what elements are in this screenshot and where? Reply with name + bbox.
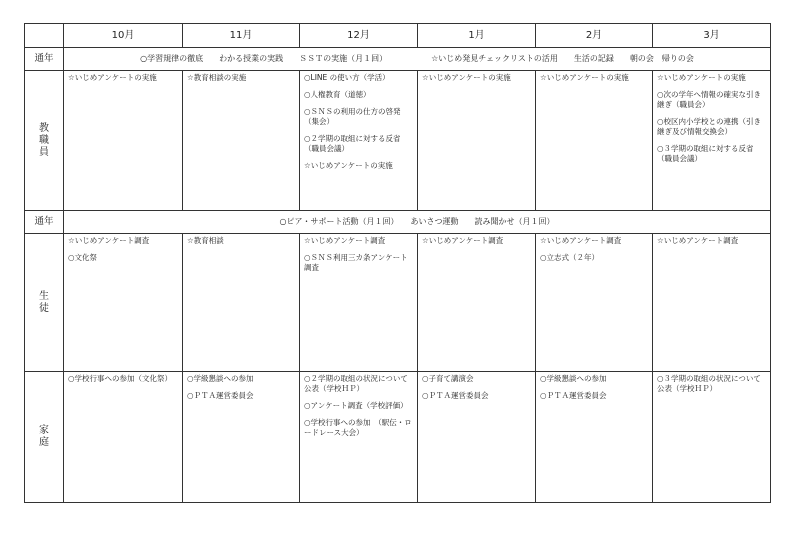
plan-item: ○立志式（２年）	[540, 253, 600, 262]
students-yearround-row	[25, 211, 771, 234]
students-yearround-text: ○ピア・サポート活動（月１回） あいさつ運動 読み聞かせ（月１回）	[64, 211, 771, 234]
home-month-cell	[64, 372, 183, 503]
students-row	[25, 234, 771, 372]
plan-item: ○学校行事への参加（文化祭）	[68, 374, 173, 383]
month-header: 3月	[653, 24, 771, 48]
plan-item: ☆いじめアンケート調査	[540, 236, 622, 245]
plan-item: ☆いじめアンケート調査	[304, 236, 386, 245]
plan-item: ○文化祭	[68, 253, 98, 262]
plan-item: ☆いじめアンケートの実施	[422, 73, 511, 82]
home-label	[25, 372, 64, 503]
students-month-cell	[183, 234, 300, 372]
staff-month-cell	[183, 71, 300, 211]
plan-item: ○アンケート調査（学校評価）	[304, 401, 408, 410]
month-header: 2月	[536, 24, 653, 48]
corner-cell	[25, 24, 64, 48]
staff-label-text: 教職員	[39, 122, 49, 158]
plan-item: ○LINE の使い方（学活）	[304, 73, 390, 82]
staff-month-cell	[64, 71, 183, 211]
home-label-text: 家庭	[39, 425, 49, 448]
plan-item: ○学級懇談への参加	[187, 374, 254, 383]
plan-item: ○学校行事への参加 （駅伝・ロードレース大会）	[304, 418, 412, 437]
plan-item: ○子育て講演会	[422, 374, 474, 383]
plan-item: ○ＳＮＳの利用の仕方の啓発（集会）	[304, 107, 401, 126]
students-month-cell	[64, 234, 183, 372]
plan-item: ○３学期の取組に対する反省（職員会議）	[657, 144, 754, 163]
plan-item: ☆いじめアンケートの実施	[657, 73, 746, 82]
plan-item: ○２学期の取組の状況について公表（学校ＨＰ）	[304, 374, 408, 393]
home-row	[25, 372, 771, 503]
students-label-text: 生徒	[39, 290, 49, 314]
plan-item: ○学級懇談への参加	[540, 374, 607, 383]
plan-item: ○ＰＴＡ運営委員会	[540, 391, 607, 400]
plan-item: ☆教育相談	[187, 236, 224, 245]
plan-item: ○２学期の取組に対する反省（職員会議）	[304, 134, 401, 153]
header-row	[25, 24, 771, 48]
students-month-cell	[418, 234, 536, 372]
plan-item: ○３学期の取組の状況について公表（学校ＨＰ）	[657, 374, 761, 393]
students-month-cell	[653, 234, 771, 372]
month-header: 11月	[183, 24, 300, 48]
plan-item: ○人権教育（道徳）	[304, 90, 371, 99]
plan-item: ○ＰＴＡ運営委員会	[422, 391, 489, 400]
annual-plan-table	[24, 23, 771, 503]
staff-yearround-row	[25, 48, 771, 71]
yearround-label: 通年	[25, 211, 64, 234]
plan-item: ○次の学年へ情報の確実な引き継ぎ（職員会）	[657, 90, 762, 109]
home-month-cell	[536, 372, 653, 503]
staff-month-cell	[418, 71, 536, 211]
home-month-cell	[418, 372, 536, 503]
staff-row	[25, 71, 771, 211]
home-month-cell	[653, 372, 771, 503]
staff-yearround-text: ○学習規律の徹底 わかる授業の実践 ＳＳＴの実施（月１回） ☆いじめ発見チェックリストの活用 生活の記録 朝の会 帰りの会	[64, 48, 771, 71]
students-month-cell	[300, 234, 418, 372]
plan-item: ☆いじめアンケート調査	[422, 236, 504, 245]
yearround-label: 通年	[25, 48, 64, 71]
staff-month-cell	[536, 71, 653, 211]
plan-item: ☆いじめアンケートの実施	[304, 161, 393, 170]
staff-label	[25, 71, 64, 211]
month-header: 12月	[300, 24, 418, 48]
plan-item: ☆いじめアンケートの実施	[68, 73, 157, 82]
plan-item: ☆いじめアンケート調査	[68, 236, 150, 245]
month-header: 1月	[418, 24, 536, 48]
staff-month-cell	[300, 71, 418, 211]
plan-item: ☆いじめアンケート調査	[657, 236, 739, 245]
month-header: 10月	[64, 24, 183, 48]
students-month-cell	[536, 234, 653, 372]
plan-item: ☆教育相談の実施	[187, 73, 247, 82]
home-month-cell	[300, 372, 418, 503]
plan-item: ☆いじめアンケートの実施	[540, 73, 629, 82]
plan-item: ○校区内小学校との連携（引き継ぎ及び情報交換会）	[657, 117, 762, 136]
staff-month-cell	[653, 71, 771, 211]
plan-item: ○ＳＮＳ利用三カ条アンケート調査	[304, 253, 408, 272]
home-month-cell	[183, 372, 300, 503]
plan-item: ○ＰＴＡ運営委員会	[187, 391, 254, 400]
students-label	[25, 234, 64, 372]
